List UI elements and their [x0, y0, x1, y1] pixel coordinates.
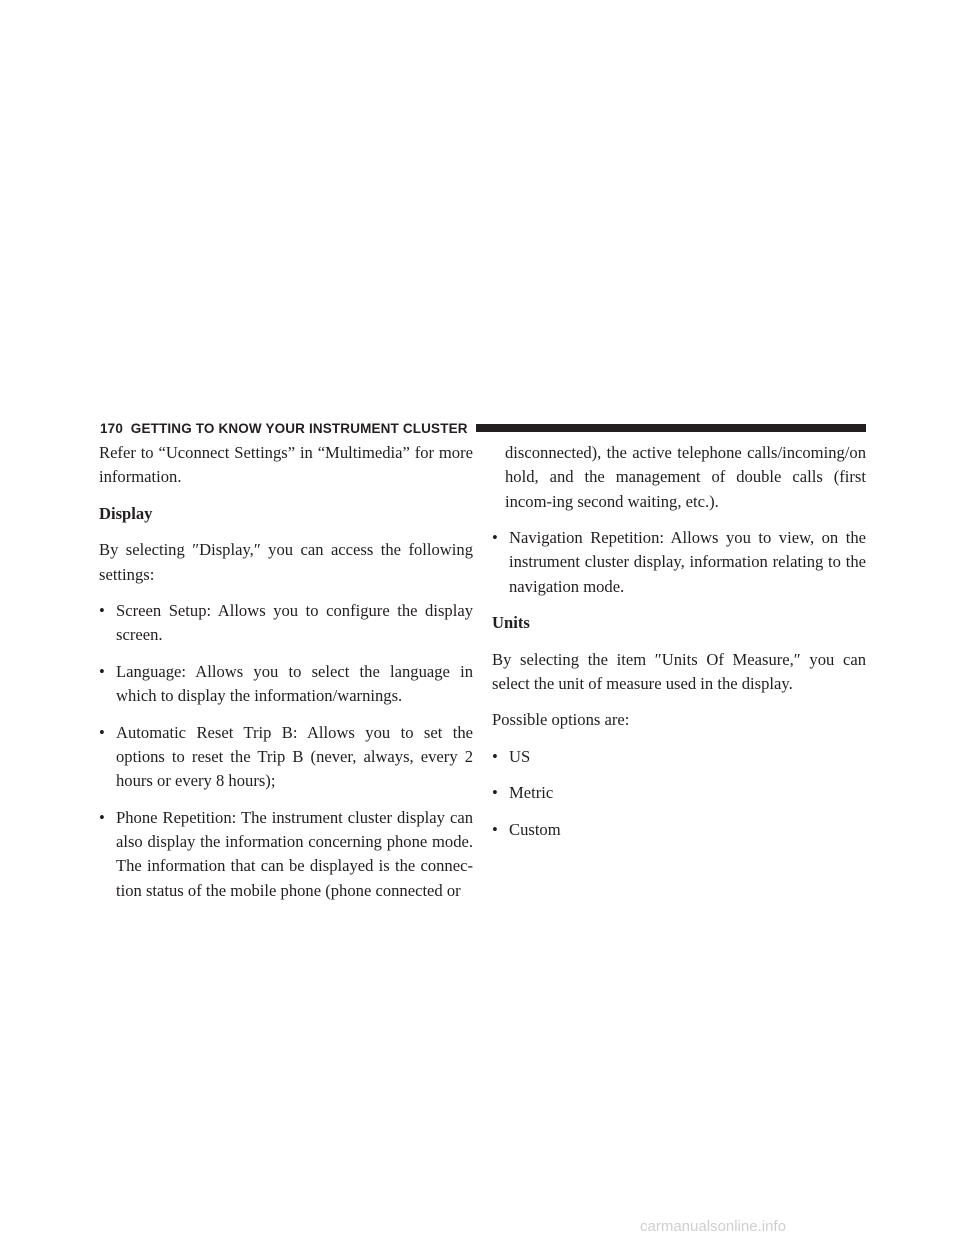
- header-label: [100, 421, 468, 436]
- list-item: [99, 806, 473, 903]
- list-item-text: Screen Setup: Allows you to configure the display screen.: [116, 601, 473, 645]
- bullet-icon: •: [99, 807, 105, 827]
- option-custom: Custom: [509, 819, 561, 839]
- navigation-list: [492, 526, 866, 599]
- list-item: [492, 526, 866, 599]
- page-number: 170: [100, 420, 123, 436]
- display-settings-list: [99, 599, 473, 903]
- list-item: [492, 781, 866, 805]
- units-heading: Units: [492, 613, 530, 633]
- continuation-text: disconnected), the active telephone calls/incoming/on hold, and the management of double calls (first incom-ing second waiting, etc.).: [505, 443, 866, 511]
- options-intro: Possible options are:: [492, 710, 630, 730]
- header-rule: [476, 424, 866, 432]
- list-item: [492, 818, 866, 842]
- left-column: [99, 441, 473, 915]
- bullet-icon: •: [99, 601, 105, 621]
- list-item: [99, 599, 473, 648]
- list-item-text: Phone Repetition: The instrument cluster display can also display the information concerning phone mode. The information that can be displayed is the connec-tion status of the mobile phone (phone connected or: [116, 807, 473, 900]
- bullet-icon: •: [492, 746, 498, 766]
- list-item: [492, 745, 866, 769]
- bullet-icon: •: [492, 528, 498, 548]
- bullet-icon: •: [492, 783, 498, 803]
- page-header: [100, 418, 866, 438]
- list-item-text: Language: Allows you to select the language in which to display the information/warnings.: [116, 661, 473, 706]
- display-intro: By selecting ″Display,″ you can access the following settings:: [99, 540, 473, 584]
- list-item: [99, 660, 473, 709]
- option-us: US: [509, 746, 531, 766]
- list-item-text: Automatic Reset Trip B: Allows you to set the options to reset the Trip B (never, always, every 2 hours or every 8 hours);: [116, 722, 473, 791]
- watermark: carmanualsonline.info: [640, 1218, 786, 1235]
- units-options-list: [492, 745, 866, 842]
- bullet-icon: •: [99, 722, 105, 742]
- list-item-text: Navigation Repetition: Allows you to view, on the instrument cluster display, information relating to the navigation mode.: [509, 528, 866, 596]
- bullet-icon: •: [492, 819, 498, 839]
- intro-paragraph: Refer to “Uconnect Settings” in “Multimedia” for more information.: [99, 443, 473, 487]
- display-heading: Display: [99, 503, 153, 523]
- section-title: GETTING TO KNOW YOUR INSTRUMENT CLUSTER: [130, 420, 468, 436]
- right-column: [492, 441, 866, 854]
- option-metric: Metric: [509, 783, 554, 803]
- list-item: [99, 721, 473, 794]
- bullet-icon: •: [99, 661, 105, 681]
- units-intro: By selecting the item ″Units Of Measure,″ you can select the unit of measure used in the display.: [492, 649, 866, 693]
